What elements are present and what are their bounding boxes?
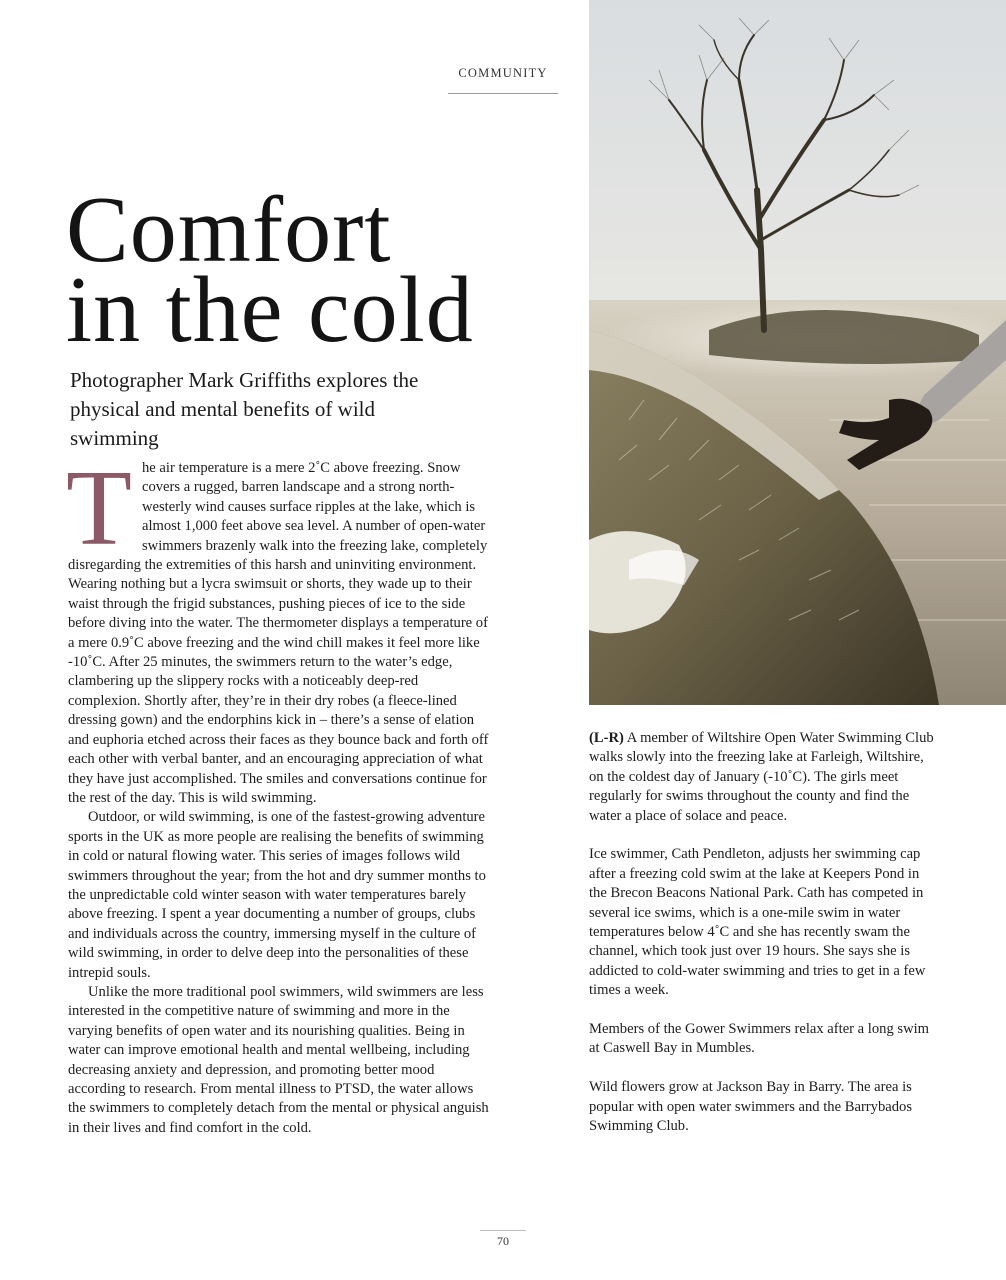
article-title — [66, 178, 536, 362]
title-line-2: in the cold — [66, 258, 474, 362]
caption-2: Ice swimmer, Cath Pendleton, adjusts her swimming cap after a freezing cold swim at the lake at Keepers Pond in the Brecon Beacons National Park. Cath has competed in several ice swims, which is a one-mile swim in water temperatures below 4˚C and she has recently swam the channel, which took just over 19 hours. She says she is addicted to cold-water swimming and tries to get in a few times a week. — [589, 846, 926, 999]
paragraph-2: Outdoor, or wild swimming, is one of the fastest-growing adventure sports in the UK as more people are realising the benefits of swimming in cold or natural flowing water. This series of images follows wild swimmers throughout the year; from the hot and dry summer months to the unpredictable cold winter season with water temperatures barely above freezing. I spent a year documenting a number of groups, clubs and individuals across the country, immersing myself in the culture of wild swimming, in order to delve deep into the personalities of these intrepid souls. — [68, 809, 486, 981]
lake-photo — [589, 0, 1006, 705]
caption-lead-label: (L-R) — [589, 730, 624, 746]
photo-captions — [589, 729, 939, 1156]
article-body — [66, 449, 492, 1138]
lake-photo-illustration — [589, 0, 1006, 705]
caption-1-text: A member of Wiltshire Open Water Swimming Club walks slowly into the freezing lake at Farleigh, Wiltshire, on the coldest day of January (-10˚C). The girls meet regularly for swims throughout the county and find the water a place of solace and peace. — [589, 730, 934, 824]
section-label: COMMUNITY — [448, 66, 558, 94]
paragraph-1 — [66, 449, 492, 808]
drop-cap: T — [66, 449, 132, 568]
caption-4: Wild flowers grow at Jackson Bay in Barry. The area is popular with open water swimmers and the Barrybados Swimming Club. — [589, 1079, 913, 1135]
caption-1 — [589, 729, 939, 826]
paragraph-3: Unlike the more traditional pool swimmers, wild swimmers are less interested in the competitive nature of swimming and more in the varying benefits of open water and its nourishing qualities. Being in water can improve emotional health and mental wellbeing, including decreasing anxiety and depression, and promoting better mood according to research. From mental illness to PTSD, the water allows the swimmers to completely detach from the mental or physical anguish in their lives and find comfort in the cold. — [68, 983, 489, 1136]
paragraph-1-text: he air temperature is a mere 2˚C above freezing. Snow covers a rugged, barren landscape and a strong north-westerly wind causes surface ripples at the lake, which is almost 1,000 feet above sea level. A number of open-water swimmers brazenly walk into the freezing lake, completely disregarding the extremities of this harsh and uninviting environment. Wearing nothing but a lycra swimsuit or shorts, they wade up to their waist through the frigid substances, pushing pieces of ice to the side before diving into the water. The thermometer displays a temperature of a mere 0.9˚C above freezing and the wind chill makes it feel more like -10˚C. After 25 minutes, the swimmers return to the water’s edge, clambering up the slippery rocks with a noticeably deep-red complexion. Shortly after, they’re in their dry robes (a fleece-lined dressing gown) and the endorphins kick in – there’s a sense of elation and euphoria etched across their faces as they bounce back and forth off each other with verbal banter, and an encouraging appreciation of what they have just accomplished. The smiles and conversations continue for the rest of the day. This is wild swimming. — [68, 460, 489, 806]
page-number: 70 — [480, 1230, 526, 1249]
article-subtitle: Photographer Mark Griffiths explores the physical and mental benefits of wild swimming — [70, 368, 419, 450]
title-line-1: Comfort — [66, 178, 392, 282]
caption-3: Members of the Gower Swimmers relax after a long swim at Caswell Bay in Mumbles. — [589, 1021, 930, 1057]
